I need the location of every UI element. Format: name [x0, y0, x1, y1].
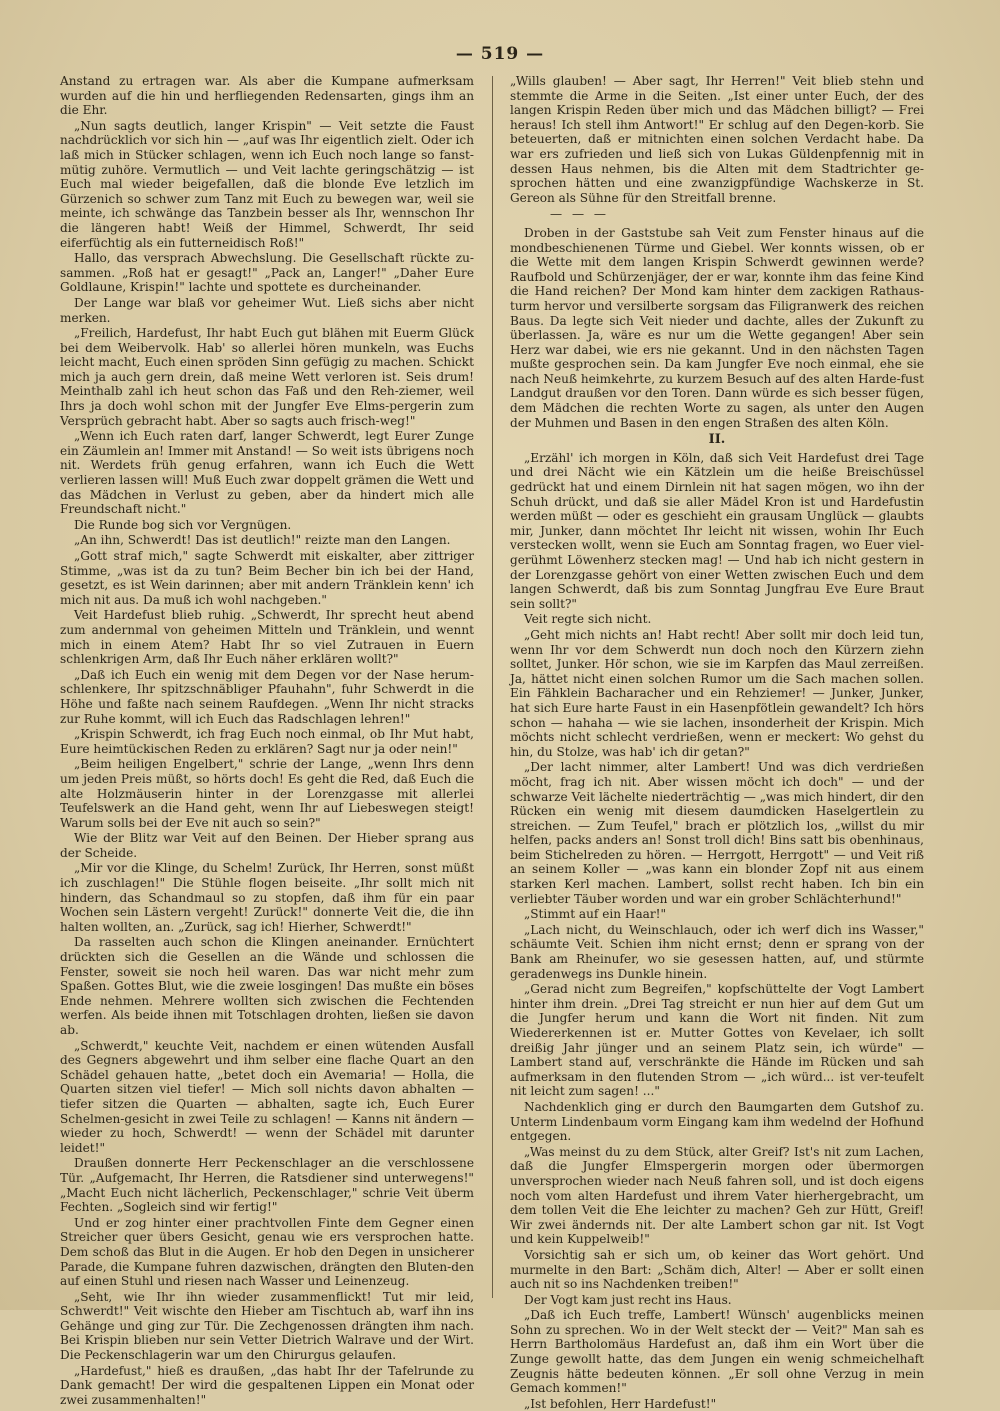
paragraph: „Daß ich Euch treffe, Lambert! Wünsch' augenblicks meinen Sohn zu sprechen. Wo in der Welt steckt der — Veit?" Man sah es Herrn Bartholomäus Hardefust an, daß ihm ein Wort über die Zunge gewollt hatte, das dem Jungen ein wenig schmeichelhaft Zeugnis hätte bedeuten können. „Er soll ohne Verzug in mein Gemach kommen!" — [510, 1308, 924, 1396]
paragraph: „Was meinst du zu dem Stück, alter Greif? Ist's nit zum Lachen, daß die Jungfer Elmspergerin morgen oder übermorgen unversprochen wieder nach Neuß fahren soll, und ist doch eigens noch vom alten Hardefust und ihrem Vater hierhergebracht, um dem tollen Veit die Ehe leichter zu machen? Geh zur Hütt, Greif! Wir zwei ändernds nit. Der alte Lambert schon gar nit. Ist Vogt und kein Kuppelweib!" — [510, 1144, 924, 1247]
paragraph: Hallo, das versprach Abwechslung. Die Gesellschaft rückte zu-sammen. „Roß hat er gesagt!" „Pack an, Langer!" „Daher Eure Goldlaune, Krispin!" lachte und spottete es durcheinander. — [60, 251, 474, 295]
paragraph: Wie der Blitz war Veit auf den Beinen. Der Hieber sprang aus der Scheide. — [60, 831, 474, 860]
paragraph: Draußen donnerte Herr Peckenschlager an die verschlossene Tür. „Aufgemacht, Ihr Herren, die Ratsdiener sind unterwegens!" „Macht Euch nicht lächerlich, Peckenschlager," schrie Veit überm Fechten. „Sogleich sind wir fertig!" — [60, 1156, 474, 1215]
paragraph: „Erzähl' ich morgen in Köln, daß sich Veit Hardefust drei Tage und drei Nächt wie ein Kätzlein um die heiße Breischüssel gedrückt hat und einem Dirnlein nit hat sagen mögen, wo ihn der Schuh drückt, und daß sie aller Mädel Kron ist und Hardefustin werden müßt — oder es geschieht ein grausam Unglück — glaubts mir, Junker, dann möchtet Ihr leicht nit wissen, wohin Ihr Euch verstecken wollt, wenn sie Euch am Sonntag fragen, wo Euer viel-gerühmt Löwenherz stecken mag! — Und hab ich nicht gestern in der Lorenzgasse gehört von einer Wetten zwischen Euch und dem langen Schwerdt, daß bis zum Sonntag Jungfrau Eve Eure Braut sein sollt?" — [510, 450, 924, 611]
paragraph: „Freilich, Hardefust, Ihr habt Euch gut blähen mit Euerm Glück bei dem Weibervolk. Hab' so allerlei hören munkeln, was Euchs leicht macht, Euch einen spröden Sinn gefügig zu machen. Schickt mich ja auch gern drein, daß meine Wett verloren ist. Seis drum! Meinthalb zahl ich heut schon das Faß und den Reh-ziemer, weil Ihrs ja doch wohl schon mit der Jungfer Eve Elms-pergerin zum Versprüch gebracht habt. Aber so sagts auch frisch-weg!" — [60, 326, 474, 428]
paragraph: Da rasselten auch schon die Klingen aneinander. Ernüchtert drückten sich die Gesellen an die Wände und schlossen die Fenster, soweit sie noch heil waren. Das war nicht mehr zum Spaßen. Gottes Blut, wie die zweie losgingen! Das mußte ein böses Ende nehmen. Mehrere wollten sich zwischen die Fechtenden werfen. Als beide ihnen mit Totschlagen drohten, ließen sie davon ab. — [60, 935, 474, 1037]
paragraph: „Schwerdt," keuchte Veit, nachdem er einen wütenden Ausfall des Gegners abgewehrt und ihm selber eine flache Quart an den Schädel gehauen hatte, „betet doch ein Avemaria! — Holla, die Quarten sitzen viel tiefer! — Mich soll nichts davon abhalten — tiefer sitzen die Quarten — abhalten, sagte ich, Euch Eurer Schelmen-gesicht in zwei Teile zu schlagen! — Kanns nit ändern — wieder zu hoch, Schwerdt! — wenn der Schädel mit darunter leidet!" — [60, 1038, 474, 1155]
paragraph: Und er zog hinter einer prachtvollen Finte dem Gegner einen Streicher quer übers Gesicht, genau wie ers versprochen hatte. Dem schoß das Blut in die Augen. Er hob den Degen in unsicherer Parade, die Kumpane fuhren dazwischen, drängten den Bluten-den auf einen Stuhl und riesen nach Wasser und Leinenzeug. — [60, 1215, 474, 1289]
paragraph: Veit regte sich nicht. — [524, 612, 652, 627]
paragraph: Veit Hardefust blieb ruhig. „Schwerdt, Ihr sprecht heut abend zum andernmal von geheimen Mitteln und Tränklein, und wennt mich in einem Atem? Habt Ihr so viel Zutrauen in Euern schlenkrigen Arm, daß Ihr Euch näher erklären wollt?" — [60, 608, 474, 667]
paragraph: Droben in der Gaststube sah Veit zum Fenster hinaus auf die mondbeschienenen Türme und Giebel. Wer konnts wissen, ob er die Wette mit dem langen Krispin Schwerdt gewinnen werde? Raufbold und Schürzenjäger, der er war, konnte ihm das feine Kind die Hand reichen? Der Mond kam hinter dem zackigen Rathaus-turm hervor und versilberte sorgsam das Filigranwerk des reichen Baus. Da legte sich Veit nieder und dachte, alles der Zukunft zu überlassen. Ja, wäre es nur um die Wette gegangen! Aber sein Herz war dabei, wie ers nie gekannt. Und in den nächsten Tagen mußte gesprochen sein. Da kam Jungfer Eve noch einmal, ehe sie nach Neuß heimkehrte, zu kurzem Besuch auf des alten Harde-fust Landgut draußen vor den Toren. Dann würde es sich besser fügen, dem Mädchen die rechten Worte zu sagen, als unter den Augen der Muhmen und Basen in den engen Straßen des alten Köln. — [510, 225, 924, 430]
paragraph: „Gott straf mich," sagte Schwerdt mit eiskalter, aber zittriger Stimme, „was ist da zu tun? Beim Becher bin ich bei der Hand, gesetzt, es ist Wein darinnen; aber mit andern Tränklein kenn' ich mich nit aus. Da muß ich wohl nachgeben." — [60, 549, 474, 607]
paragraph: „Krispin Schwerdt, ich frag Euch noch einmal, ob Ihr Mut habt, Eure heimtückischen Reden zu erklären? Sagt nur ja oder nein!" — [60, 727, 474, 756]
paragraph: Die Runde bog sich vor Vergnügen. — [74, 517, 292, 532]
paragraph: „Wenn ich Euch raten darf, langer Schwerdt, legt Eurer Zunge ein Zäumlein an! Immer mit Anstand! — So weit ists übrigens noch nit. Werdets früh genug erfahren, wann ich Euch die Wett verlieren lassen will! Muß Euch zwar doppelt grämen die Wett und das Mädchen in Verlust zu geben, aber da hindert mich alle Freundschaft nicht." — [60, 429, 474, 517]
section-heading: II. — [708, 432, 726, 448]
right-column — [510, 74, 924, 1411]
paragraph: Der Lange war blaß vor geheimer Wut. Ließ sichs aber nicht merken. — [60, 295, 474, 325]
paragraph: „Beim heiligen Engelbert," schrie der Lange, „wenn Ihrs denn um jeden Preis müßt, so hörts doch! Es geht die Red, daß Euch die alte Holzmäuserin hinter in der Lorenzgasse mit allerlei Teufelswerk an die Hand geht, wenn Ihr auf Liebeswegen steigt! Warum solls bei der Eve nit auch so sein?" — [60, 757, 474, 830]
paragraph: „Daß ich Euch ein wenig mit dem Degen vor der Nase herum-schlenkere, Ihr spitzschnäbliger Pfauhahn", fuhr Schwerdt in die Höhe und faßte nach seinem Raufdegen. „Wenn Ihr nicht stracks zur Ruhe kommt, will ich Euch das Radschlagen lehren!" — [60, 667, 474, 726]
paragraph: „Hardefust," hieß es draußen, „das habt Ihr der Tafelrunde zu Dank gemacht! Der wird die gespaltenen Lippen ein Monat oder zwei zusammenhalten!" — [60, 1363, 474, 1407]
page-number: — 519 — — [455, 44, 545, 64]
paragraph: „Lach nicht, du Weinschlauch, oder ich werf dich ins Wasser," schäumte Veit. Schien ihm nicht ernst; denn er sprang von der Bank am Rheinufer, wo sie gesessen hatten, auf, und stürmte geradenwegs ins Dunkle hinein. — [510, 922, 924, 981]
paragraph: „Gerad nicht zum Begreifen," kopfschüttelte der Vogt Lambert hinter ihm drein. „Drei Tag streicht er nun hier auf dem Gut um die Jungfer herum und kann die Wort nit finden. Nit zum Wiedererkennen ist er. Mutter Gottes von Kevelaer, ich sollt dreißig Jahr jünger und an seinem Platz sein, ich würde" — Lambert stand auf, verschränkte die Hände im Rücken und sah aufmerksam in den flutenden Strom — „ich würd... ist ver-teufelt nit leicht zum sagen! ..." — [510, 982, 924, 1099]
paragraph: „Geht mich nichts an! Habt recht! Aber sollt mir doch leid tun, wenn Ihr vor dem Schwerdt nun doch noch den Kürzern ziehn solltet, Junker. Hör schon, wie sie im Karpfen das Maul zerreißen. Ja, hättet nicht einen solchen Rumor um die Sach machen sollen. Ein Fähklein Bacharacher und ein Rehziemer! — Junker, Junker, hat sich Eure harte Faust in ein Hasenpfötlein gewandelt? Ich hörs schon — hahaha — wie sie lachen, insonderheit der Krispin. Mich möchts nicht schlecht verdrießen, wenn er meckert: Wo gehst du hin, du Stolze, was hab' ich dir getan?" — [510, 627, 924, 759]
paragraph: „Wills glauben! — Aber sagt, Ihr Herren!" Veit blieb stehn und stemmte die Arme in die Seiten. „Ist einer unter Euch, der des langen Krispin Reden über mich und das Mädchen billigt? — Frei heraus! Ich stell ihm Antwort!" Er schlug auf den Degen-korb. Sie beteuerten, daß er mitnichten einen solchen Verdacht habe. Da war ers zufrieden und ließ sich von Lukas Güldenpfennig mit in dessen Haus nehmen, bis die Alten mit dem Stadtrichter ge-sprochen hätten und eine zwanzigpfündige Wachskerze in St. Gereon als Sühne für den Streitfall brenne. — [510, 74, 924, 205]
paragraph: „Nun sagts deutlich, langer Krispin" — Veit setzte die Faust nachdrücklich vor sich hin — „auf was Ihr eigentlich zielt. Oder ich laß mich in Stücker schlagen, wenn ich Euch noch lange so fanst-mütig zuhöre. Vermutlich — und Veit lachte geringschätzig — ist Euch mal wieder beigefallen, daß die blonde Eve letzlich im Gürzenich so schwer zum Tanz mit Euch zu bewegen war, weil sie meinte, ich schwänge das Tanzbein besser als Ihr, wennschon Ihr die längeren habt! Weiß der Himmel, Schwerdt, Ihr seid eiferfüchtig als ein futterneidisch Roß!" — [60, 118, 474, 250]
paragraph: „Mir vor die Klinge, du Schelm! Zurück, Ihr Herren, sonst müßt ich zuschlagen!" Die Stühle flogen beiseite. „Ihr sollt mich nit hindern, das Schandmaul so zu stopfen, daß ihm für ein paar Wochen sein Lästern vergeht! Zurück!" donnerte Veit die, die ihn halten wollten, an. „Zurück, sag ich! Hierher, Schwerdt!" — [60, 861, 474, 934]
paragraph: Anstand zu ertragen war. Als aber die Kumpane aufmerksam wurden auf die hin und herfliegenden Redensarten, gings ihm an die Ehr. — [60, 74, 474, 118]
paragraph: Nachdenklich ging er durch den Baumgarten dem Gutshof zu. Unterm Lindenbaum vorm Eingang kam ihm wedelnd der Hofhund entgegen. — [510, 1099, 924, 1144]
paragraph: Vorsichtig sah er sich um, ob keiner das Wort gehört. Und murmelte in den Bart: „Schäm dich, Alter! — Aber er sollt einen auch nit so ins Nachdenken treiben!" — [510, 1247, 924, 1292]
paragraph: „Stimmt auf ein Haar!" — [524, 907, 667, 922]
paragraph: „Der lacht nimmer, alter Lambert! Und was dich verdrießen möcht, frag ich nit. Aber wissen möcht ich doch" — und der schwarze Veit lächelte niederträchtig — „was mich hindert, dir den Rücken ein wenig mit diesem daumdicken Haselgertlein zu streichen. — Zum Teufel," brach er plötzlich los, „willst du mir helfen, packs anders an! Sonst troll dich! Bins satt bis obenhinaus, beim Stichelreden zu hören. — Herrgott, Herrgott" — und Veit riß an seinem Koller — „was kann ein blonder Zopf nit aus einem starken Kerl machen. Lambert, sollst recht haben. Ich bin ein verliebter Täuber worden und war ein grober Schlächterhund!" — [510, 760, 924, 906]
left-column — [60, 74, 474, 1407]
paragraph: „An ihn, Schwerdt! Das ist deutlich!" reizte man den Langen. — [74, 533, 451, 548]
column-rule — [492, 76, 493, 1298]
paragraph: „Ist befohlen, Herr Hardefust!" — [524, 1396, 717, 1411]
paragraph: Der Vogt kam just recht ins Haus. — [524, 1292, 732, 1307]
scene-break: — — — — [550, 207, 609, 222]
paragraph: „Seht, wie Ihr ihn wieder zusammenflickt! Tut mir leid, Schwerdt!" Veit wischte den Hieber am Tischtuch ab, warf ihn ins Gehänge und ging zur Tür. Die Zechgenossen drängten ihm nach. Bei Krispin blieben nur sein Vetter Dietrich Walrave und der Wirt. Die Peckenschlagerin war um den Chirurgus gelaufen. — [60, 1289, 474, 1363]
